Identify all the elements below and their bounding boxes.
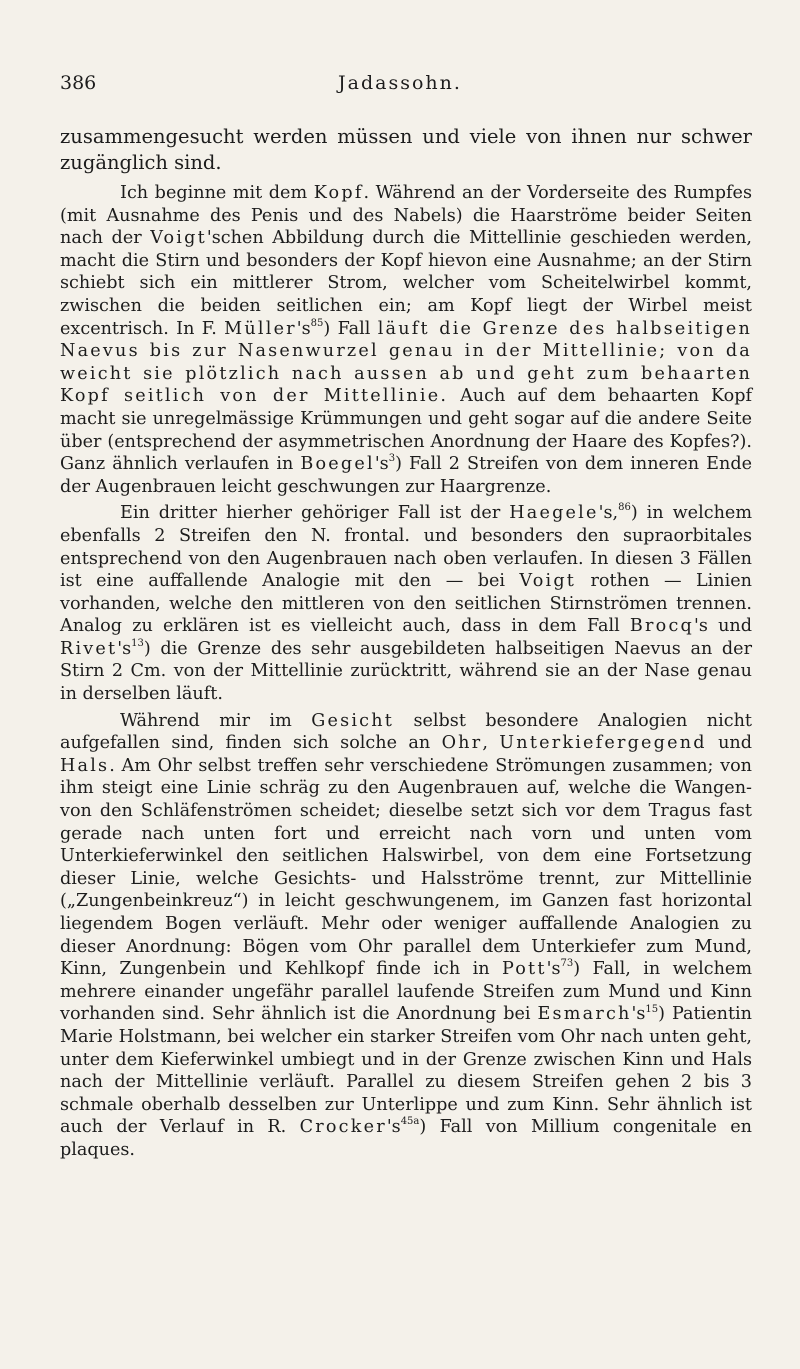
text-segment: Ich beginne mit dem: [120, 183, 314, 203]
paragraph: [60, 502, 752, 705]
text-segment: ) Fall von Millium congenitale en plaques.: [60, 1117, 752, 1160]
paragraph: [60, 182, 752, 498]
spaced-text: Gesicht: [311, 710, 394, 731]
spaced-text: Esmarch: [537, 1004, 632, 1025]
footnote-ref: 13: [131, 638, 144, 650]
text-segment: . Während an der Vorderseite des Rumpfes (mit Ausnahme des Penis und des Nabels) die Haarströme beider Seiten nach der: [60, 183, 752, 249]
text-segment: ) Patientin Marie Holstmann, bei welcher ein starker Streifen vom Ohr nach unten geht, unter dem Kieferwinkel umbiegt und in der Grenze zwischen Kinn und Hals nach der Mittellinie verläuft. Parallel zu diesem Streifen gehen 2 bis 3 schmale oberhalb desselben zur Unterlippe und zum Kinn. Sehr ähnlich ist auch der Verlauf in R.: [60, 1004, 752, 1138]
page-number: 386: [60, 72, 97, 94]
spaced-text: Voigt: [150, 228, 207, 249]
paragraph: [60, 710, 752, 1162]
text-segment: selbst besondere Analogien nicht aufgefallen sind, finden sich solche an: [60, 710, 752, 754]
text-segment: rothen — Linien vorhanden, welche den mittleren von den seitlichen Stirnströmen trennen. Analog zu erklären ist es vielleicht auch, dass in dem Fall: [60, 571, 752, 637]
text-segment: Auch auf dem behaarten Kopf macht sie unregelmässige Krümmungen und geht sogar auf die andere Seite über (entsprechend der asymmetrischen Anordnung der Haare des Kopfes?). Ganz ähnlich verlaufen in: [60, 386, 752, 475]
footnote-ref: 85: [310, 317, 324, 329]
text-segment: zusammengesucht werden müssen und viele von ihnen nur schwer zugänglich sind.: [60, 125, 752, 174]
text-segment: ) in welchem ebenfalls 2 Streifen den N. frontal. und besonders den supraorbitales entsprechend von den Augenbrauen nach oben verlaufen. In diesen 3 Fällen ist eine auffallende Analogie mit den — bei: [60, 503, 752, 592]
text-segment: 's: [386, 1117, 401, 1138]
footnote-ref: 45a: [400, 1116, 420, 1128]
spaced-text: Müller: [224, 318, 297, 339]
text-segment: 's: [296, 318, 311, 339]
spaced-text: Ohr: [441, 733, 483, 754]
text-segment: Während mir im: [120, 710, 312, 731]
text-segment: 's,: [598, 503, 619, 524]
spaced-text: Hals: [60, 755, 110, 776]
spaced-text: Kopf: [313, 183, 364, 203]
text-segment: ,: [482, 733, 500, 754]
text-segment: und: [706, 733, 752, 754]
spaced-text: Rivet: [60, 638, 118, 659]
spaced-text: läuft die Grenze des halbseitigen Naevus bis zur Nasenwurzel genau in der Mittellinie; von da weicht sie plötzlich nach aussen ab und geht zum behaarten Kopf seitlich von der Mittellinie.: [60, 318, 752, 407]
spaced-text: Haegele: [509, 503, 599, 524]
spaced-text: Boegel: [300, 454, 375, 475]
text-segment: ) Fall, in welchem mehrere einander ungefähr parallel laufende Streifen zum Mund und Kinn vorhanden sind. Sehr ähnlich ist die Anordnung bei: [60, 959, 753, 1025]
text-segment: 's: [117, 638, 132, 659]
spaced-text: Brocq: [629, 616, 694, 637]
text-segment: 'schen Abbildung durch die Mittellinie geschieden werden, macht die Stirn und besonders der Kopf hievon eine Ausnahme; an der Stirn schiebt sich ein mittlerer Strom, welcher vom Scheitelwirbel kommt, zwischen die beiden seitlichen ein; am Kopf liegt der Wirbel meist excentrisch. In F.: [60, 228, 752, 339]
footnote-ref: 73: [560, 958, 574, 970]
text-segment: 's: [546, 959, 561, 980]
running-title: Jadassohn.: [338, 72, 462, 94]
spaced-text: Pott: [501, 959, 547, 980]
footnote-ref: 86: [618, 502, 631, 514]
text-segment: 's: [631, 1004, 646, 1025]
text-segment: ) die Grenze des sehr ausgebildeten halbseitigen Naevus an der Stirn 2 Cm. von der Mittellinie zurücktritt, während sie an der Nase genau in derselben läuft.: [60, 638, 752, 705]
spaced-text: Voigt: [519, 571, 577, 592]
spaced-text: Crocker: [299, 1117, 387, 1138]
text-segment: . Am Ohr selbst treffen sehr verschiedene Strömungen zusammen; von ihm steigt eine Linie schräg zu den Augenbrauen auf, welche die Wangen- von den Schläfenströmen scheidet; dieselbe setzt sich vor dem Tragus fast gerade nach unten fort und erreicht nach vorn und unten vom Unterkieferwinkel den seitlichen Halswirbel, von dem eine Fortsetzung dieser Linie, welche Gesichts- und Halsströme trennt, zur Mittellinie („Zungenbeinkreuz“) in leicht geschwungenem, im Ganzen fast horizontal liegendem Bogen verläuft. Mehr oder weniger auffallende Analogien zu dieser Anordnung: Bögen vom Ohr parallel dem Unterkiefer zum Mund, Kinn, Zungenbein und Kehlkopf finde ich in: [60, 755, 752, 980]
footnote-ref: 3: [388, 453, 396, 465]
paragraph: [60, 124, 752, 176]
spaced-text: Unterkiefergegend: [499, 733, 707, 754]
footnote-ref: 15: [645, 1003, 659, 1015]
text-segment: ) Fall 2 Streifen von dem inneren Ende der Augenbrauen leicht geschwungen zur Haargrenze.: [60, 454, 752, 497]
text-segment: 's und: [693, 616, 752, 637]
text-segment: 's: [374, 454, 389, 475]
page-header: [60, 72, 740, 102]
text-segment: Ein dritter hierher gehöriger Fall ist der: [120, 503, 510, 524]
text-segment: ) Fall: [323, 318, 378, 339]
body-text: [60, 124, 752, 1162]
